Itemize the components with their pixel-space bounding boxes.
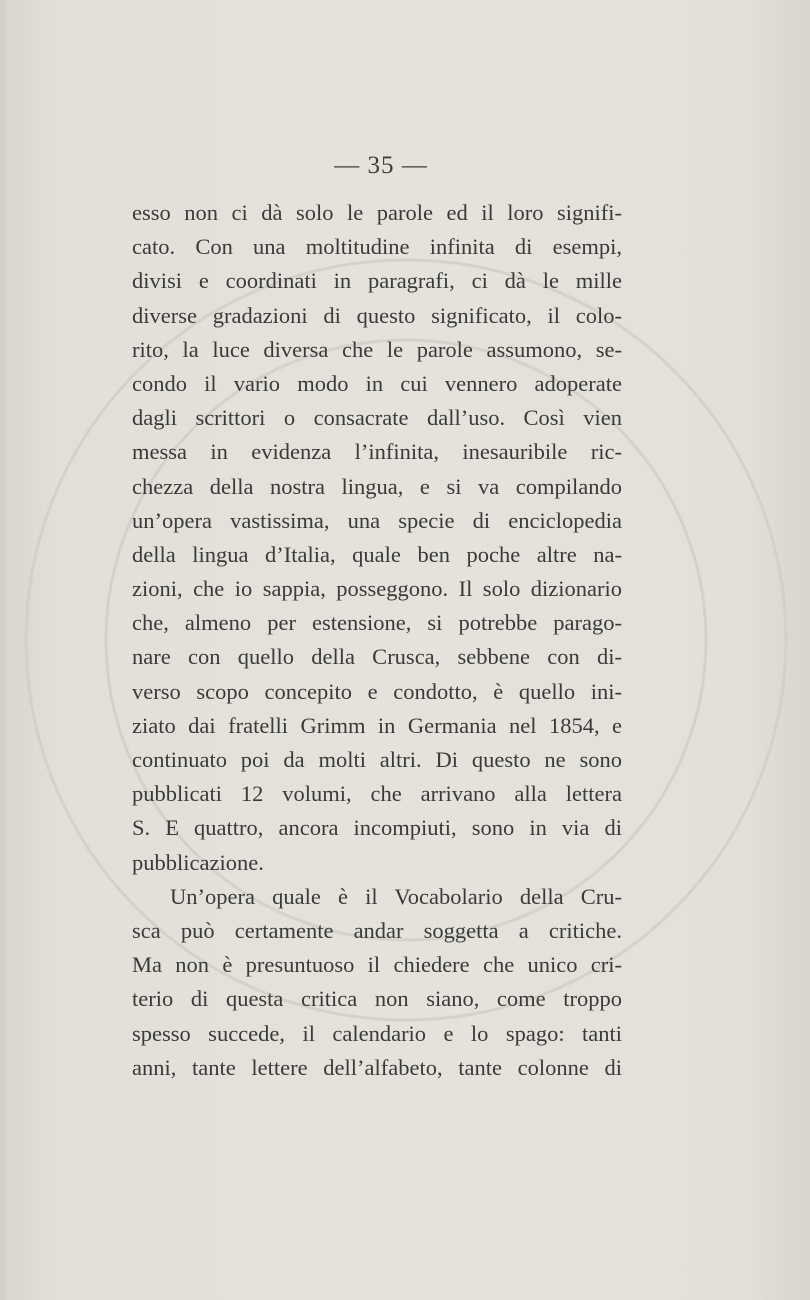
book-page (6, 0, 810, 1300)
paragraph-2 (132, 880, 622, 1085)
text-line: ziato dai fratelli Grimm in Germania nel 1854, e (132, 712, 622, 738)
text-line: verso scopo concepito e condotto, è quello ini- (132, 678, 622, 704)
text-line: messa in evidenza l’infinita, inesauribile ric- (132, 439, 622, 465)
text-line: divisi e coordinati in paragrafi, ci dà le mille (132, 268, 622, 294)
text-line: nare con quello della Crusca, sebbene con di- (132, 644, 622, 670)
text-line: cato. Con una moltitudine infinita di esempi, (132, 234, 622, 260)
text-line: rito, la luce diversa che le parole assumono, se- (132, 336, 622, 362)
text-line: sca può certamente andar soggetta a critiche. (132, 917, 622, 943)
text-line: Ma non è presuntuoso il chiedere che unico cri- (132, 952, 622, 978)
page-number: — 35 — (334, 152, 428, 179)
text-line: pubblicati 12 volumi, che arrivano alla lettera (132, 781, 622, 807)
text-line: diverse gradazioni di questo significato, il colo- (132, 302, 622, 328)
text-line: zioni, che io sappia, posseggono. Il solo dizionario (132, 576, 622, 602)
text-line: S. E quattro, ancora incompiuti, sono in via di (132, 815, 622, 841)
text-line: esso non ci dà solo le parole ed il loro signifi- (132, 200, 622, 225)
text-line: un’opera vastissima, una specie di enciclopedia (132, 507, 622, 533)
text-line: chezza della nostra lingua, e si va compilando (132, 473, 622, 499)
text-line: che, almeno per estensione, si potrebbe parago- (132, 610, 622, 636)
text-line: Un’opera quale è il Vocabolario della Cru- (170, 883, 622, 909)
text-line: della lingua d’Italia, quale ben poche altre na- (132, 541, 622, 567)
text-line: spesso succede, il calendario e lo spago: tanti (132, 1020, 622, 1046)
body-text (132, 196, 622, 1085)
text-line: condo il vario modo in cui vennero adoperate (132, 370, 622, 396)
text-line: anni, tante lettere dell’alfabeto, tante colonne di (132, 1054, 622, 1080)
text-line: dagli scrittori o consacrate dall’uso. Così vien (132, 405, 622, 431)
text-line: pubblicazione. (132, 849, 264, 875)
paragraph-1 (132, 196, 622, 880)
text-line: continuato poi da molti altri. Di questo ne sono (132, 747, 622, 772)
text-line: terio di questa critica non siano, come troppo (132, 986, 622, 1012)
